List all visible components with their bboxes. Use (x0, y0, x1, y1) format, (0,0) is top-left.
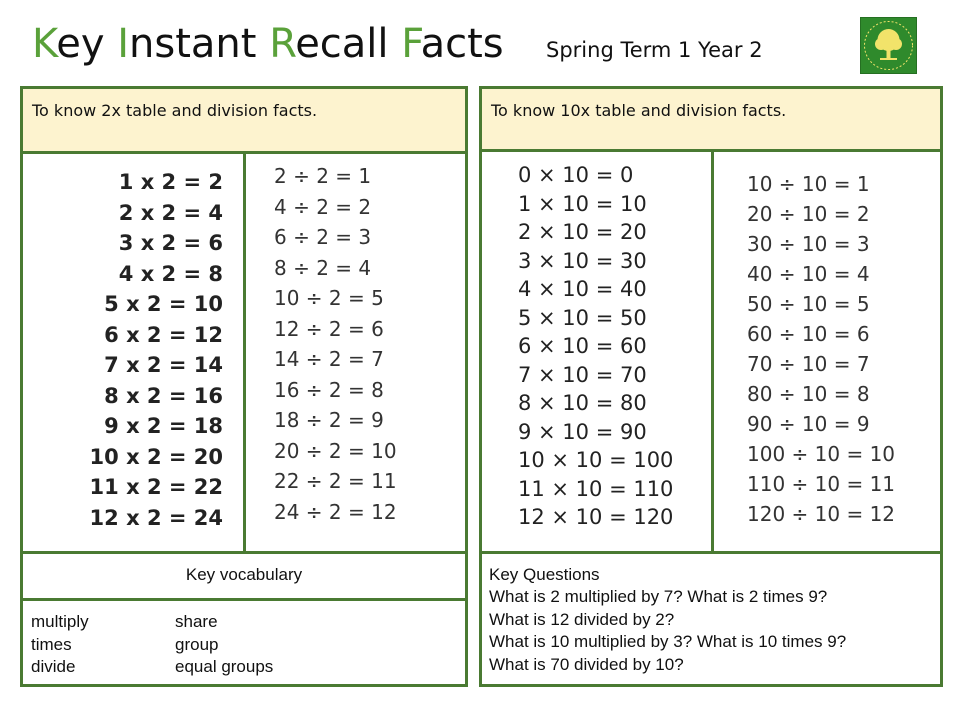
fact-row: 9 x 2 = 18 (104, 414, 223, 438)
division-facts-2x (274, 161, 454, 527)
question-item: What is 70 divided by 10? (489, 654, 684, 674)
fact-row: 120 ÷ 10 = 12 (747, 502, 896, 526)
vocab-item: divide (31, 657, 76, 676)
question-item: What is 10 multiplied by 3? What is 10 times 9? (489, 632, 847, 651)
fact-row: 0 × 10 = 0 (518, 163, 634, 187)
fact-row: 1 x 2 = 2 (118, 170, 223, 194)
multiplication-facts-2x (73, 167, 223, 533)
fact-row: 1 × 10 = 10 (518, 191, 647, 216)
vocab-list (31, 611, 89, 679)
fact-row: 2 ÷ 2 = 1 (274, 164, 372, 188)
vocab-item: equal groups (175, 657, 274, 676)
fact-row: 10 ÷ 10 = 1 (747, 172, 870, 196)
division-facts-10x (747, 169, 932, 529)
fact-row: 60 ÷ 10 = 6 (747, 322, 870, 346)
title-part: Instant (117, 21, 270, 67)
vocab-list (175, 611, 273, 679)
fact-row: 30 ÷ 10 = 3 (747, 232, 870, 256)
fact-row: 7 × 10 = 70 (518, 362, 647, 387)
fact-row: 9 × 10 = 90 (518, 419, 647, 444)
fact-row: 22 ÷ 2 = 11 (274, 469, 397, 493)
vocab-item: times (31, 634, 72, 654)
fact-row: 20 ÷ 10 = 2 (747, 202, 870, 226)
fact-row: 12 x 2 = 24 (89, 505, 223, 530)
title-part: Key (32, 21, 118, 67)
fact-row: 4 x 2 = 8 (118, 261, 223, 286)
fact-row: 40 ÷ 10 = 4 (747, 262, 870, 286)
fact-row: 11 × 10 = 110 (518, 476, 674, 501)
fact-row: 16 ÷ 2 = 8 (274, 377, 384, 402)
fact-row: 7 x 2 = 14 (104, 353, 223, 377)
page-title (32, 18, 504, 70)
fact-row: 4 × 10 = 40 (518, 277, 647, 301)
fact-row: 11 x 2 = 22 (89, 475, 223, 499)
divider (23, 598, 465, 601)
left-heading: To know 2x table and division facts. (32, 101, 318, 120)
divider (23, 551, 465, 554)
fact-row: 8 ÷ 2 = 4 (274, 255, 372, 280)
fact-row: 6 × 10 = 60 (518, 334, 647, 358)
fact-row: 8 x 2 = 16 (104, 383, 223, 408)
fact-row: 20 ÷ 2 = 10 (274, 438, 397, 463)
fact-row: 3 × 10 = 30 (518, 248, 647, 273)
vocab-item: group (175, 634, 219, 654)
fact-row: 8 × 10 = 80 (518, 391, 647, 415)
fact-row: 14 ÷ 2 = 7 (274, 347, 384, 371)
fact-row: 70 ÷ 10 = 7 (747, 352, 870, 376)
fact-row: 50 ÷ 10 = 5 (747, 292, 870, 316)
fact-row: 10 × 10 = 100 (518, 448, 674, 472)
right-panel (479, 86, 943, 687)
fact-row: 110 ÷ 10 = 11 (747, 472, 896, 496)
left-panel (20, 86, 468, 687)
divider (243, 154, 246, 551)
fact-row: 5 x 2 = 10 (104, 292, 223, 316)
fact-row: 18 ÷ 2 = 9 (274, 408, 384, 432)
fact-row: 80 ÷ 10 = 8 (747, 382, 870, 406)
fact-row: 3 x 2 = 6 (118, 231, 223, 255)
vocab-item: multiply (31, 612, 89, 631)
questions-heading: Key Questions (489, 565, 600, 584)
school-tree-logo-icon (860, 17, 917, 74)
fact-row: 10 x 2 = 20 (89, 444, 223, 469)
fact-row: 2 × 10 = 20 (518, 220, 647, 244)
fact-row: 4 ÷ 2 = 2 (274, 194, 372, 219)
term-subtitle: Spring Term 1 Year 2 (546, 38, 763, 62)
fact-row: 6 ÷ 2 = 3 (274, 225, 372, 249)
question-item: What is 12 divided by 2? (489, 609, 675, 629)
question-item: What is 2 multiplied by 7? What is 2 times 9? (489, 587, 828, 606)
title-part: Facts (401, 21, 504, 67)
vocab-item: share (175, 612, 218, 631)
fact-row: 12 ÷ 2 = 6 (274, 316, 384, 341)
fact-row: 100 ÷ 10 = 10 (747, 442, 896, 466)
fact-row: 90 ÷ 10 = 9 (747, 412, 870, 436)
fact-row: 6 x 2 = 12 (104, 322, 223, 347)
right-heading: To know 10x table and division facts. (491, 101, 787, 120)
title-part: Recall (269, 21, 402, 67)
multiplication-facts-10x (518, 161, 698, 532)
fact-row: 10 ÷ 2 = 5 (274, 286, 384, 310)
questions-list (489, 586, 846, 676)
divider (711, 152, 714, 551)
fact-row: 5 × 10 = 50 (518, 305, 647, 330)
fact-row: 24 ÷ 2 = 12 (274, 499, 397, 524)
fact-row: 12 × 10 = 120 (518, 505, 674, 529)
fact-row: 2 x 2 = 4 (118, 200, 223, 225)
vocab-heading: Key vocabulary (185, 565, 303, 584)
divider (482, 551, 940, 554)
